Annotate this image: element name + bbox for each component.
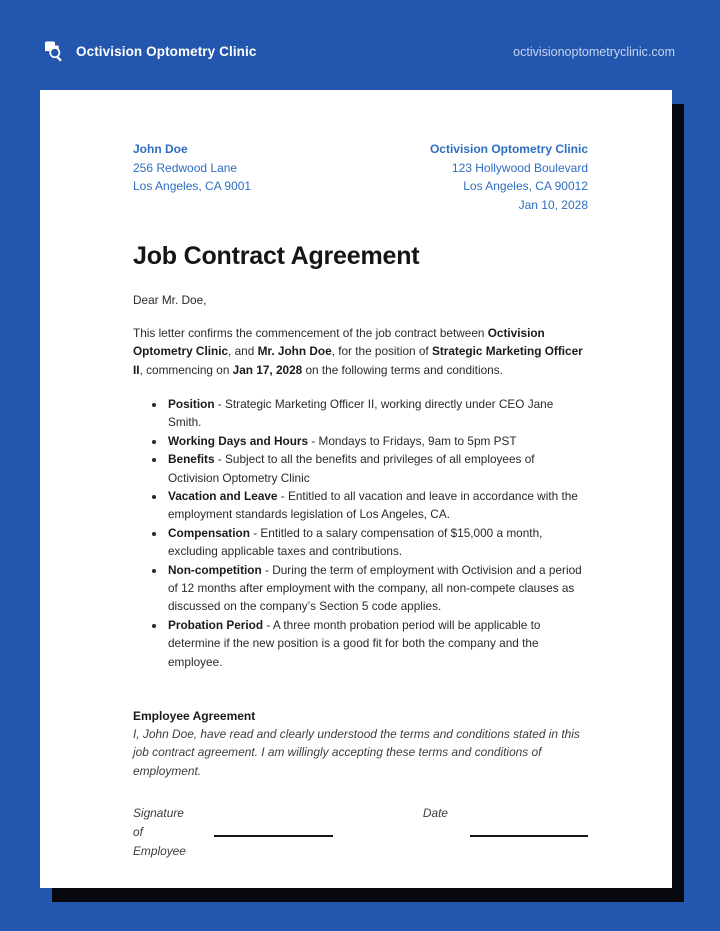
sender-address <box>430 140 588 214</box>
address-blocks <box>133 140 588 214</box>
recipient-address-line1: 256 Redwood Lane <box>133 160 238 175</box>
optometry-magnifier-icon <box>40 38 67 65</box>
term-item: • Vacation and Leave - Entitled to all vacation and leave in accordance with the employment standards legislation of Los Angeles, CA. <box>166 487 588 524</box>
letter-page <box>40 90 672 888</box>
agreement-body: I, John Doe, have read and clearly understood the terms and conditions stated in this job contract agreement. I am willingly accepting these terms and conditions of employment. <box>133 726 580 778</box>
brand-name: Octivision Optometry Clinic <box>76 44 257 59</box>
recipient-address <box>133 140 251 214</box>
brand <box>40 38 256 65</box>
date-line[interactable] <box>470 835 588 837</box>
sender-address-line2: Los Angeles, CA 90012 <box>463 179 588 193</box>
employee-signature-line[interactable] <box>214 835 333 837</box>
term-item: • Non-competition - During the term of employment with Octivision and a period of 12 months after employment with the company, all non-compete clauses as discussed on the company’s Section 5 code applies. <box>166 561 588 616</box>
term-item: • Benefits - Subject to all the benefits and privileges of all employees of Octivision Optometry Clinic <box>166 450 588 487</box>
date-signature-block <box>423 804 588 842</box>
term-item: • Compensation - Entitled to a salary compensation of $15,000 a month, excluding applicable taxes and contributions. <box>166 524 588 561</box>
sender-name: Octivision Optometry Clinic <box>429 142 588 156</box>
salutation: Dear Mr. Doe, <box>133 293 207 307</box>
signature-row <box>133 804 588 859</box>
recipient-name: John Doe <box>133 142 188 156</box>
document-title: Job Contract Agreement <box>133 242 420 270</box>
letter-date: Jan 10, 2028 <box>518 197 588 212</box>
employee-signature-block <box>133 804 333 859</box>
website-url: octivisionoptometryclinic.com <box>513 44 675 59</box>
term-item: • Probation Period - A three month probation period will be applicable to determine if the new position is a good fit for both the company and the employee. <box>166 616 588 671</box>
agreement-heading: Employee Agreement <box>133 708 256 723</box>
term-item: • Position - Strategic Marketing Officer II, working directly under CEO Jane Smith. <box>166 395 588 432</box>
recipient-address-line2: Los Angeles, CA 9001 <box>133 179 252 193</box>
terms-list <box>133 395 588 671</box>
date-label: Date <box>422 806 448 821</box>
term-item: • Working Days and Hours - Mondays to Fridays, 9am to 5pm PST <box>166 432 588 450</box>
signature-label: Signature of Employee <box>133 806 186 859</box>
intro-paragraph: This letter confirms the commencement of the job contract between Octivision Optometry Clinic, and Mr. John Doe, for the position of Strategic Marketing Officer II, commencing on Jan 17, 2028 on the following terms and conditions. <box>133 326 583 377</box>
sender-address-line1: 123 Hollywood Boulevard <box>451 160 588 175</box>
letterhead-topbar <box>40 38 675 65</box>
